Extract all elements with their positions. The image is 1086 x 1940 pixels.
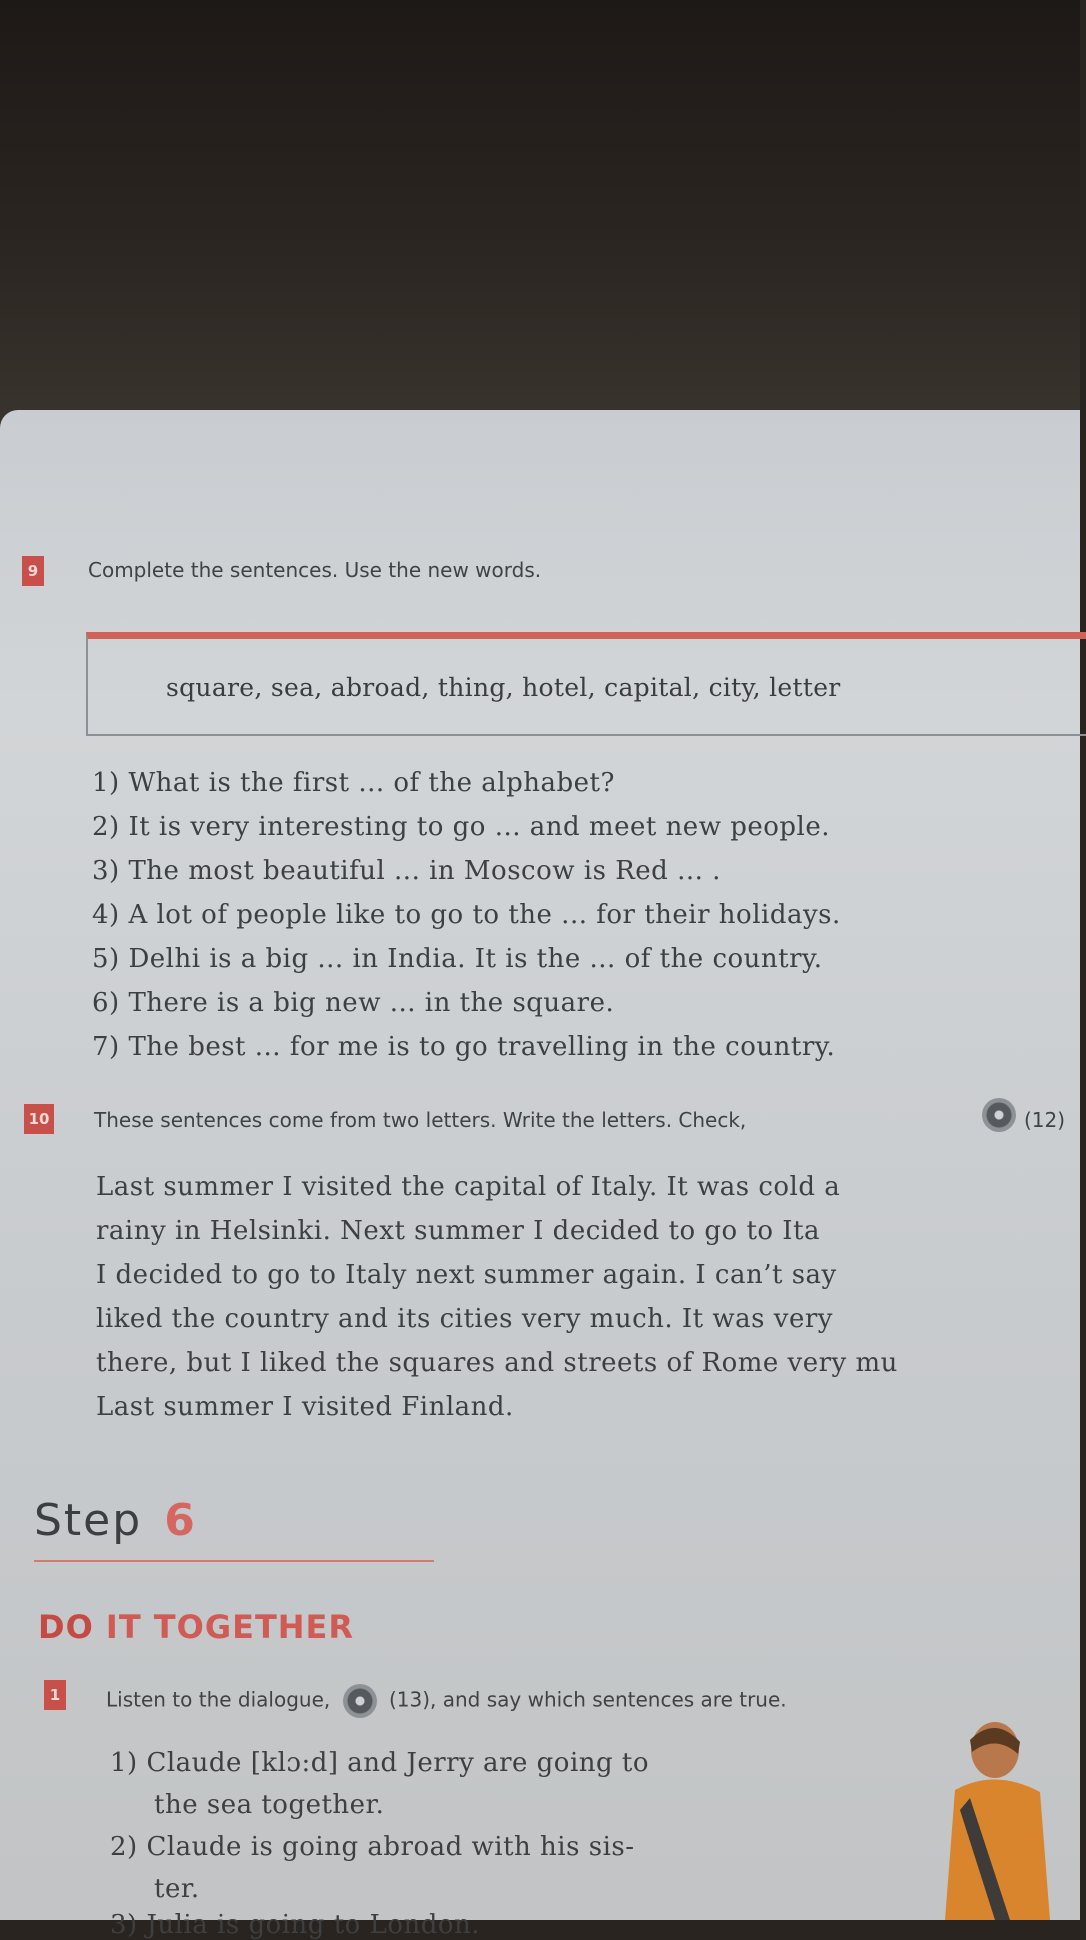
- exercise-9-number: 9: [22, 556, 44, 586]
- word-box: [86, 632, 1086, 736]
- sentence-1: 1) What is the first ... of the alphabet?: [92, 768, 615, 798]
- step-number: 6: [164, 1495, 197, 1546]
- letter-line-4: liked the country and its cities very much. It was very: [96, 1304, 833, 1334]
- exercise-1-track: (13),: [388, 1687, 437, 1712]
- step-label: Step: [34, 1495, 143, 1546]
- letter-line-1: Last summer I visited the capital of Italy. It was cold a: [96, 1172, 841, 1202]
- do-it-together-part1: DO: [38, 1608, 94, 1646]
- exercise-10-number: 10: [24, 1104, 54, 1134]
- exercise-1-instruction: [106, 1684, 787, 1718]
- word-box-text: square, sea, abroad, thing, hotel, capital, city, letter: [166, 673, 841, 702]
- exercise-1-number: 1: [44, 1680, 66, 1710]
- dark-background: [0, 0, 1080, 430]
- step-heading: [34, 1495, 197, 1546]
- step-divider: [34, 1560, 434, 1562]
- letter-line-2: rainy in Helsinki. Next summer I decided to go to Ita: [96, 1216, 821, 1246]
- exercise-1-instruction-after: and say which sentences are true.: [442, 1687, 787, 1712]
- true-false-line-1: 1) Claude [klɔ:d] and Jerry are going to: [110, 1748, 650, 1778]
- do-it-together-part2: IT TOGETHER: [105, 1608, 355, 1646]
- audio-cd-icon-2: [343, 1684, 377, 1718]
- exercise-9-instruction: Complete the sentences. Use the new words.: [88, 558, 542, 582]
- audio-cd-icon: [982, 1098, 1016, 1132]
- true-false-line-5: 3) Julia is going to London.: [110, 1910, 481, 1940]
- boy-illustration: [900, 1720, 1080, 1920]
- exercise-10-instruction: These sentences come from two letters. Write the letters. Check,: [94, 1108, 747, 1132]
- sentence-5: 5) Delhi is a big ... in India. It is the ... of the country.: [92, 944, 823, 974]
- exercise-10-track: (12): [1024, 1108, 1066, 1132]
- true-false-line-4: ter.: [154, 1874, 200, 1904]
- true-false-line-2: the sea together.: [154, 1790, 385, 1820]
- textbook-page: [0, 410, 1080, 1940]
- sentence-7: 7) The best ... for me is to go travelling in the country.: [92, 1032, 836, 1062]
- sentence-4: 4) A lot of people like to go to the ... for their holidays.: [92, 900, 841, 930]
- exercise-1-instruction-before: Listen to the dialogue,: [106, 1687, 331, 1712]
- do-it-together-heading: [38, 1608, 354, 1646]
- true-false-line-3: 2) Claude is going abroad with his sis-: [110, 1832, 635, 1862]
- letter-line-6: Last summer I visited Finland.: [96, 1392, 514, 1422]
- letter-line-5: there, but I liked the squares and streets of Rome very mu: [96, 1348, 898, 1378]
- letter-line-3: I decided to go to Italy next summer again. I can’t say: [96, 1260, 837, 1290]
- sentence-2: 2) It is very interesting to go ... and meet new people.: [92, 812, 831, 842]
- sentence-3: 3) The most beautiful ... in Moscow is Red ... .: [92, 856, 721, 886]
- sentence-6: 6) There is a big new ... in the square.: [92, 988, 615, 1018]
